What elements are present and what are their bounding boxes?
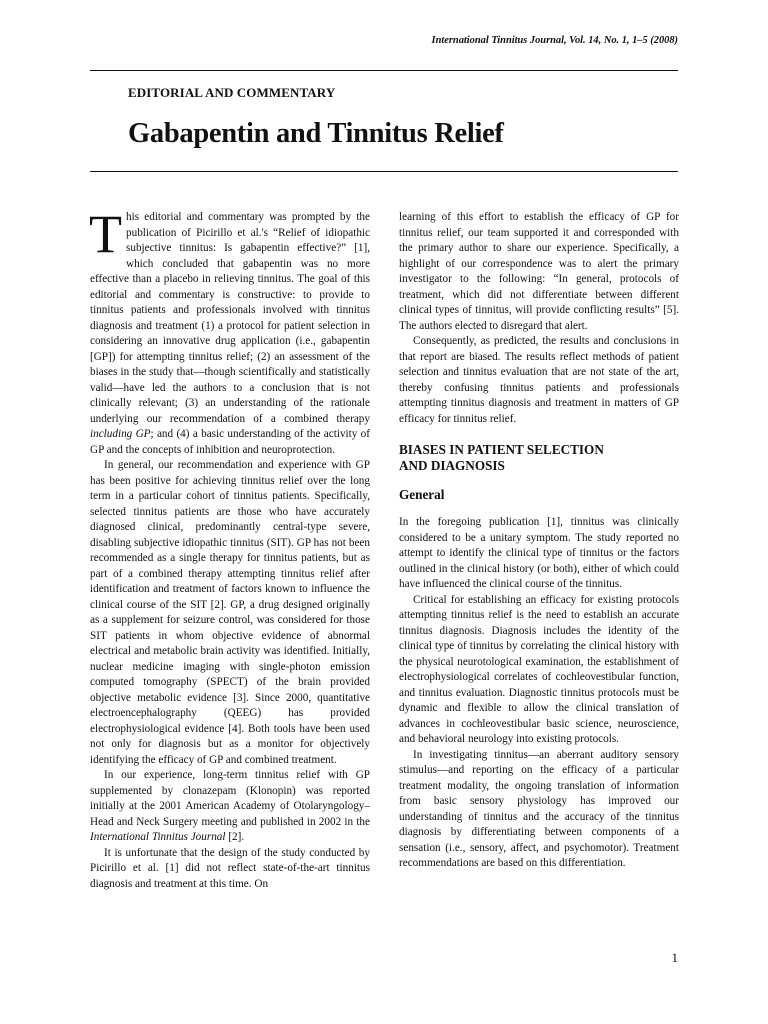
left-column: [89, 204, 370, 892]
journal-citation-header: International Tinnitus Journal, Vol. 14, No. 1, 1–5 (2008): [431, 35, 678, 46]
emphasis-journal: International Tinnitus Journal: [90, 831, 226, 843]
top-rule: [90, 70, 678, 71]
heading-line: AND DIAGNOSIS: [399, 458, 505, 473]
heading-line: BIASES IN PATIENT SELECTION: [399, 442, 604, 457]
subsection-heading-general: General: [399, 487, 445, 502]
paragraph-investigating: In investigating tinnitus—an aberrant auditory sensory stimulus—and reporting on the efficacy of a particular treatment modality, the ongoing translation of information from basic sensory physiology has improved our understanding of tinnitus and the accuracy of the tinnitus diagnosis by differentiating between components of a sensation (i.e., sensory, affect, and psychomotor). Treatment recommendations are based on this differentiation.: [399, 748, 679, 869]
page-number: 1: [671, 950, 678, 965]
drop-cap: T: [89, 204, 122, 264]
paragraph-continuation: learning of this effort to establish the efficacy of GP for tinnitus relief, our team supported it and corresponded with the primary author to share our experience. Specifically, a highlight of our correspondence was to alert the primary investigator to the following: “In general, protocols of treatment, which did not differentiate between different clinical types of tinnitus, will provide conflicting results” [5]. The authors elected to disregard that alert.: [399, 211, 679, 332]
paragraph-intro: [89, 204, 370, 458]
emphasis-text: including GP: [90, 428, 151, 440]
article-title: Gabapentin and Tinnitus Relief: [128, 118, 504, 149]
paragraph-text: [2].: [225, 831, 245, 843]
paragraph-experience: [90, 768, 370, 846]
paragraph-foregoing: In the foregoing publication [1], tinnitus was clinically considered to be a unitary symptom. The study reported no attempt to identify the clinical type of tinnitus or the factors outlined in the clinical history (or both), either of which could have influenced the clinical course of the tinnitus.: [399, 516, 679, 590]
section-label: EDITORIAL AND COMMENTARY: [128, 85, 336, 100]
right-column: [399, 210, 679, 872]
paragraph-critical: Critical for establishing an efficacy for existing protocols attempting tinnitus relief is the need to establish an accurate tinnitus diagnosis. Diagnosis includes the identity of the clinical type of tinnitus by correlating the clinical history with the physical neurotological examination, the establishment of electrophysiological correlates of cochleovestibular function, and tinnitus evaluation. Diagnostic tinnitus protocols must be dynamic and flexible to allow the clinical translation of advances in cochleovestibular basic science, neuroscience, and behavioral neurology into existing protocols.: [399, 593, 679, 745]
paragraph-text: ; and (4) a basic understanding of the activity of GP and the concepts of inhibition and neuroprotection.: [90, 428, 370, 456]
section-heading-biases: [399, 442, 679, 474]
paragraph-consequently: Consequently, as predicted, the results and conclusions in that report are biased. The results reflect methods of patient selection and tinnitus evaluation that are not state of the art, thereby confusing tinnitus patients and professionals attempting tinnitus diagnosis and treatment in matters of GP efficacy for tinnitus relief.: [399, 335, 679, 425]
paragraph-study-design: It is unfortunate that the design of the study conducted by Picirillo et al. [1] did not reflect state-of-the-art tinnitus diagnosis and treatment at this time. On: [90, 846, 370, 890]
paragraph-recommendation: In general, our recommendation and experience with GP has been positive for achieving tinnitus relief over the long term in a particular cohort of tinnitus patients. Specifically, selected tinnitus patients are those who have accurately diagnosed clinical, predominantly central-type severe, disabling subjective idiopathic tinnitus (SIT). GP has not been recommended as a single therapy for tinnitus patients, but as part of a combined therapy attempting tinnitus relief after identification and treatment of factors known to influence the clinical course of the SIT [2]. GP, a drug designed originally as a supplement for seizure control, was considered for those SIT patients in whom objective evidence of abnormal electrical and metabolic brain activity was identified. Initially, nuclear medicine imaging with single-photon emission computed tomography (SPECT) of the brain provided objective metabolic evidence [3]. Since 2000, quantitative electroencephalography (QEEG) has provided electrophysiological evidence [4]. Both tools have been used not only for diagnosis but as a monitor for objectively identifying the efficacy of GP and combined treatment.: [90, 459, 370, 766]
title-bottom-rule: [90, 171, 678, 172]
paragraph-text: his editorial and commentary was prompted by the publication of Picirillo et al.'s “Relief of idiopathic subjective tinnitus: Is gabapentin effective?” [1], which concluded that gabapentin was no more effective than a placebo in relieving tinnitus. The goal of this editorial and commentary is constructive: to provide to tinnitus patients and professionals involved with tinnitus diagnosis and treatment (1) a protocol for patient selection in considering an innovative drug application (i.e., gabapentin [GP]) for attempting tinnitus relief; (2) an assessment of the biases in the study that—though scientifically and statistically valid—have led the authors to a conclusion that is not clinically relevant; (3) an understanding of the rationale underlying our recommendation of a combined therapy: [90, 211, 370, 425]
paragraph-text: In our experience, long-term tinnitus relief with GP supplemented by clonazepam (Klonopin) was reported initially at the 2001 American Academy of Otolaryngology–Head and Neck Surgery meeting and published in 2002 in the: [90, 769, 370, 828]
